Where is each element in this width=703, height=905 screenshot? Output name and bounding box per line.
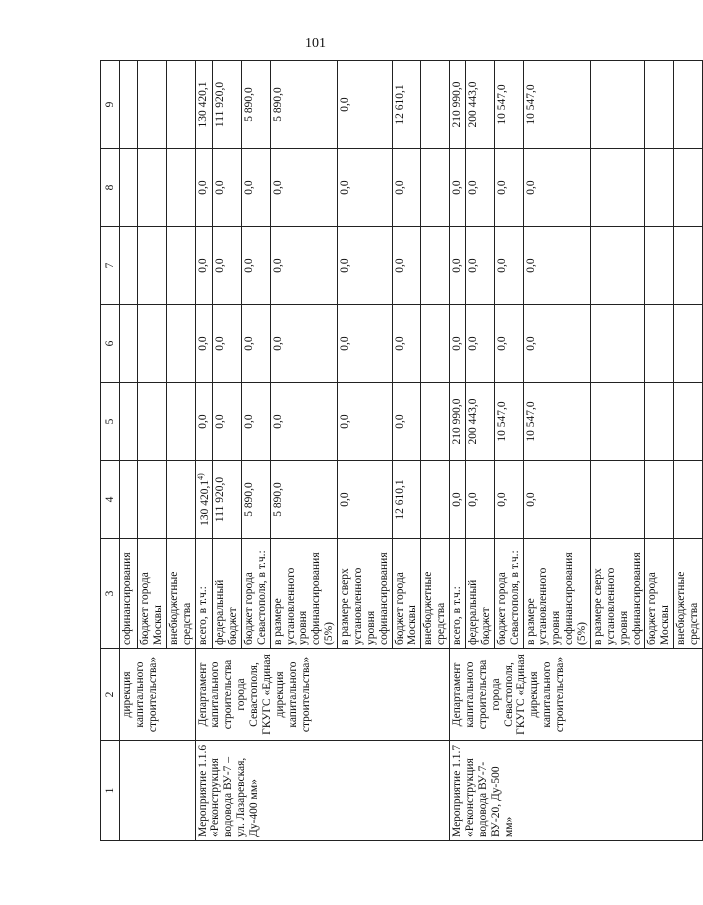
value-cell-c7 bbox=[270, 227, 337, 305]
value-text: 0,0 bbox=[214, 258, 227, 273]
source-cell: софинансирования bbox=[120, 539, 138, 649]
value-cell-c7 bbox=[195, 227, 213, 305]
value-text: 130 420,1 bbox=[198, 479, 211, 526]
value-cell-c5 bbox=[466, 383, 495, 461]
value-text: 0,0 bbox=[393, 180, 406, 195]
value-cell-c9 bbox=[195, 61, 213, 149]
table-row bbox=[195, 61, 213, 841]
value-text: 0,0 bbox=[339, 258, 352, 273]
value-text: 0,0 bbox=[393, 258, 406, 273]
value-text: 0,0 bbox=[467, 336, 480, 351]
value-cell-c6 bbox=[645, 305, 674, 383]
value-cell-c9 bbox=[674, 61, 703, 149]
value-cell-c6 bbox=[466, 305, 495, 383]
value-cell-c4 bbox=[421, 461, 450, 539]
value-text: 0,0 bbox=[495, 492, 508, 507]
value-cell-c5 bbox=[241, 383, 270, 461]
header-cell: 3 bbox=[101, 539, 120, 649]
header-cell: 2 bbox=[101, 649, 120, 741]
value-cell-c5 bbox=[450, 383, 466, 461]
header-cell: 6 bbox=[101, 305, 120, 383]
source-cell: бюджет города Москвы bbox=[645, 539, 674, 649]
header-cell: 5 bbox=[101, 383, 120, 461]
value-text: 10 547,0 bbox=[495, 84, 508, 125]
value-cell-c9 bbox=[494, 61, 523, 149]
value-cell-c8 bbox=[450, 149, 466, 227]
value-text: 130 420,1 bbox=[196, 81, 209, 128]
value-text: 0,0 bbox=[196, 414, 209, 429]
value-cell-c8 bbox=[523, 149, 590, 227]
value-text: 0,0 bbox=[451, 492, 464, 507]
header-cell: 4 bbox=[101, 461, 120, 539]
cont-executor: дирекция капитального строительства» bbox=[120, 649, 196, 741]
source-cell: бюджет города Севастополя, в т.ч.: bbox=[241, 539, 270, 649]
value-text: 12 610,1 bbox=[393, 84, 406, 125]
value-cell-c5 bbox=[338, 383, 393, 461]
value-cell-c6 bbox=[213, 305, 242, 383]
value-text: 111 920,0 bbox=[214, 476, 227, 523]
value-cell-c7 bbox=[450, 227, 466, 305]
value-text: 0,0 bbox=[495, 180, 508, 195]
value-text: 0,0 bbox=[196, 180, 209, 195]
value-cell-c4 bbox=[392, 461, 421, 539]
value-text: 5 890,0 bbox=[242, 482, 255, 517]
header-cell: 9 bbox=[101, 61, 120, 149]
value-cell-c8 bbox=[392, 149, 421, 227]
value-text: 0,0 bbox=[524, 258, 537, 273]
value-cell-c8 bbox=[421, 149, 450, 227]
value-text: 0,0 bbox=[339, 336, 352, 351]
value-text: 0,0 bbox=[495, 258, 508, 273]
value-cell-c6 bbox=[421, 305, 450, 383]
value-text: 0,0 bbox=[242, 336, 255, 351]
budget-table bbox=[100, 60, 703, 841]
value-cell-c9 bbox=[270, 61, 337, 149]
value-cell-c8 bbox=[674, 149, 703, 227]
source-cell: федеральный бюджет bbox=[466, 539, 495, 649]
value-text: 0,0 bbox=[393, 336, 406, 351]
value-cell-c5 bbox=[213, 383, 242, 461]
value-text: 5 890,0 bbox=[271, 482, 284, 517]
value-text: 0,0 bbox=[467, 180, 480, 195]
value-text: 0,0 bbox=[451, 336, 464, 351]
value-cell-c7 bbox=[523, 227, 590, 305]
value-text: 0,0 bbox=[271, 180, 284, 195]
value-text: 200 443,0 bbox=[467, 398, 480, 445]
value-text: 5 890,0 bbox=[242, 87, 255, 122]
value-cell-c9 bbox=[645, 61, 674, 149]
value-cell-c9 bbox=[523, 61, 590, 149]
header-cell: 1 bbox=[101, 741, 120, 841]
value-cell-c7 bbox=[421, 227, 450, 305]
value-cell-c4 bbox=[450, 461, 466, 539]
source-cell: в размере установленного уровня софинансирования (5%) bbox=[523, 539, 590, 649]
source-cell: в размере сверх установленного уровня софинансирования bbox=[338, 539, 393, 649]
table-row bbox=[120, 61, 138, 841]
value-text: 0,0 bbox=[214, 336, 227, 351]
value-text: 10 547,0 bbox=[524, 84, 537, 125]
value-cell-c5 bbox=[392, 383, 421, 461]
source-cell: всего, в т.ч.: bbox=[195, 539, 213, 649]
value-cell-c4 bbox=[523, 461, 590, 539]
value-text: 200 443,0 bbox=[467, 81, 480, 128]
source-cell: внебюджетные средства bbox=[674, 539, 703, 649]
value-cell-c6 bbox=[674, 305, 703, 383]
value-cell-c6 bbox=[590, 305, 645, 383]
value-text: 0,0 bbox=[242, 258, 255, 273]
value-text: 0,0 bbox=[214, 414, 227, 429]
measure-name: Мероприятие 1.1.6 «Реконструкция водовода ВУ-7 – ул. Лазаревская, Ду-400 мм» bbox=[195, 741, 450, 841]
value-text: 0,0 bbox=[393, 414, 406, 429]
value-cell-c7 bbox=[392, 227, 421, 305]
value-cell-c5 bbox=[645, 383, 674, 461]
value-cell-c4 bbox=[590, 461, 645, 539]
value-cell-c6 bbox=[241, 305, 270, 383]
value-cell-c6 bbox=[392, 305, 421, 383]
source-cell: бюджет города Москвы bbox=[138, 539, 167, 649]
value-cell-c4 bbox=[195, 461, 213, 539]
header-row bbox=[101, 61, 120, 841]
rotated-table-container bbox=[100, 61, 701, 841]
value-text: 0,0 bbox=[451, 258, 464, 273]
value-cell-c8 bbox=[494, 149, 523, 227]
value-text: 0,0 bbox=[495, 336, 508, 351]
value-text: 0,0 bbox=[242, 414, 255, 429]
value-cell-c7 bbox=[674, 227, 703, 305]
value-text: 0,0 bbox=[271, 414, 284, 429]
header-cell: 8 bbox=[101, 149, 120, 227]
value-cell-c9 bbox=[338, 61, 393, 149]
value-cell-c7 bbox=[213, 227, 242, 305]
table-row bbox=[450, 61, 466, 841]
value-text: 210 990,0 bbox=[451, 398, 464, 445]
value-cell-c6 bbox=[494, 305, 523, 383]
value-cell-c8 bbox=[590, 149, 645, 227]
value-text: 12 610,1 bbox=[393, 479, 406, 520]
value-cell-c5 bbox=[195, 383, 213, 461]
value-text: 0,0 bbox=[524, 492, 537, 507]
value-cell-c8 bbox=[645, 149, 674, 227]
value-text: 0,0 bbox=[242, 180, 255, 195]
source-cell: всего, в т.ч.: bbox=[450, 539, 466, 649]
value-text: 210 990,0 bbox=[451, 81, 464, 128]
value-text: 0,0 bbox=[451, 180, 464, 195]
value-cell-c8 bbox=[466, 149, 495, 227]
value-cell-c4 bbox=[241, 461, 270, 539]
value-cell-c4 bbox=[213, 461, 242, 539]
value-cell-c7 bbox=[338, 227, 393, 305]
value-cell-c8 bbox=[338, 149, 393, 227]
value-cell-c9 bbox=[392, 61, 421, 149]
value-cell-c9 bbox=[590, 61, 645, 149]
value-cell-c4 bbox=[338, 461, 393, 539]
value-cell-c5 bbox=[590, 383, 645, 461]
source-cell: внебюджетные средства bbox=[166, 539, 195, 649]
source-cell: бюджет города Москвы bbox=[392, 539, 421, 649]
value-text: 10 547,0 bbox=[524, 401, 537, 442]
cont-col1 bbox=[120, 741, 196, 841]
value-cell-c4 bbox=[674, 461, 703, 539]
value-cell-c6 bbox=[523, 305, 590, 383]
value-text: 0,0 bbox=[196, 336, 209, 351]
source-cell: федеральный бюджет bbox=[213, 539, 242, 649]
value-cell-c8 bbox=[270, 149, 337, 227]
value-text: 0,0 bbox=[524, 180, 537, 195]
value-cell-c4 bbox=[645, 461, 674, 539]
header-cell: 7 bbox=[101, 227, 120, 305]
value-text: 5 890,0 bbox=[271, 87, 284, 122]
value-text: 0,0 bbox=[467, 258, 480, 273]
source-cell: в размере установленного уровня софинансирования (5%) bbox=[270, 539, 337, 649]
value-cell-c4 bbox=[466, 461, 495, 539]
value-text: 111 920,0 bbox=[214, 81, 227, 128]
value-cell-c9 bbox=[421, 61, 450, 149]
value-cell-c7 bbox=[241, 227, 270, 305]
value-text: 10 547,0 bbox=[495, 401, 508, 442]
executor-name: Департамент капитального строительства города Севастополя, ГКУГС «Единая дирекция капитального строительства» bbox=[195, 649, 450, 741]
value-cell-c6 bbox=[338, 305, 393, 383]
value-cell-c9 bbox=[241, 61, 270, 149]
value-cell-c5 bbox=[523, 383, 590, 461]
value-text: 0,0 bbox=[271, 258, 284, 273]
value-cell-c7 bbox=[494, 227, 523, 305]
value-cell-c8 bbox=[241, 149, 270, 227]
value-cell-c6 bbox=[195, 305, 213, 383]
source-cell: в размере сверх установленного уровня софинансирования bbox=[590, 539, 645, 649]
value-cell-c4 bbox=[494, 461, 523, 539]
value-cell-c6 bbox=[270, 305, 337, 383]
value-cell-c9 bbox=[213, 61, 242, 149]
value-cell-c9 bbox=[466, 61, 495, 149]
value-cell-c7 bbox=[590, 227, 645, 305]
value-cell-c5 bbox=[674, 383, 703, 461]
value-cell-c4 bbox=[270, 461, 337, 539]
value-text: 0,0 bbox=[271, 336, 284, 351]
value-text: 0,0 bbox=[339, 180, 352, 195]
value-cell-c6 bbox=[450, 305, 466, 383]
executor-name: Департамент капитального строительства города Севастополя, ГКУГС «Единая дирекция капитального строительства» bbox=[450, 649, 703, 741]
value-cell-c5 bbox=[421, 383, 450, 461]
value-text: 0,0 bbox=[524, 336, 537, 351]
value-text: 0,0 bbox=[467, 492, 480, 507]
measure-name: Мероприятие 1.1.7 «Реконструкция водовода ВУ-7-ВУ-20, Ду-500 мм» bbox=[450, 741, 703, 841]
value-text: 0,0 bbox=[214, 180, 227, 195]
value-cell-c5 bbox=[270, 383, 337, 461]
footnote-marker: 4) bbox=[195, 473, 205, 480]
value-text: 0,0 bbox=[339, 414, 352, 429]
source-cell: внебюджетные средства bbox=[421, 539, 450, 649]
page-number: 101 bbox=[305, 36, 326, 51]
value-cell-c5 bbox=[494, 383, 523, 461]
source-cell: бюджет города Севастополя, в т.ч.: bbox=[494, 539, 523, 649]
value-cell-c7 bbox=[466, 227, 495, 305]
value-cell-c8 bbox=[195, 149, 213, 227]
value-text: 0,0 bbox=[196, 258, 209, 273]
value-text: 0,0 bbox=[339, 97, 352, 112]
value-cell-c8 bbox=[213, 149, 242, 227]
value-cell-c9 bbox=[450, 61, 466, 149]
value-text: 0,0 bbox=[339, 492, 352, 507]
value-cell-c7 bbox=[645, 227, 674, 305]
